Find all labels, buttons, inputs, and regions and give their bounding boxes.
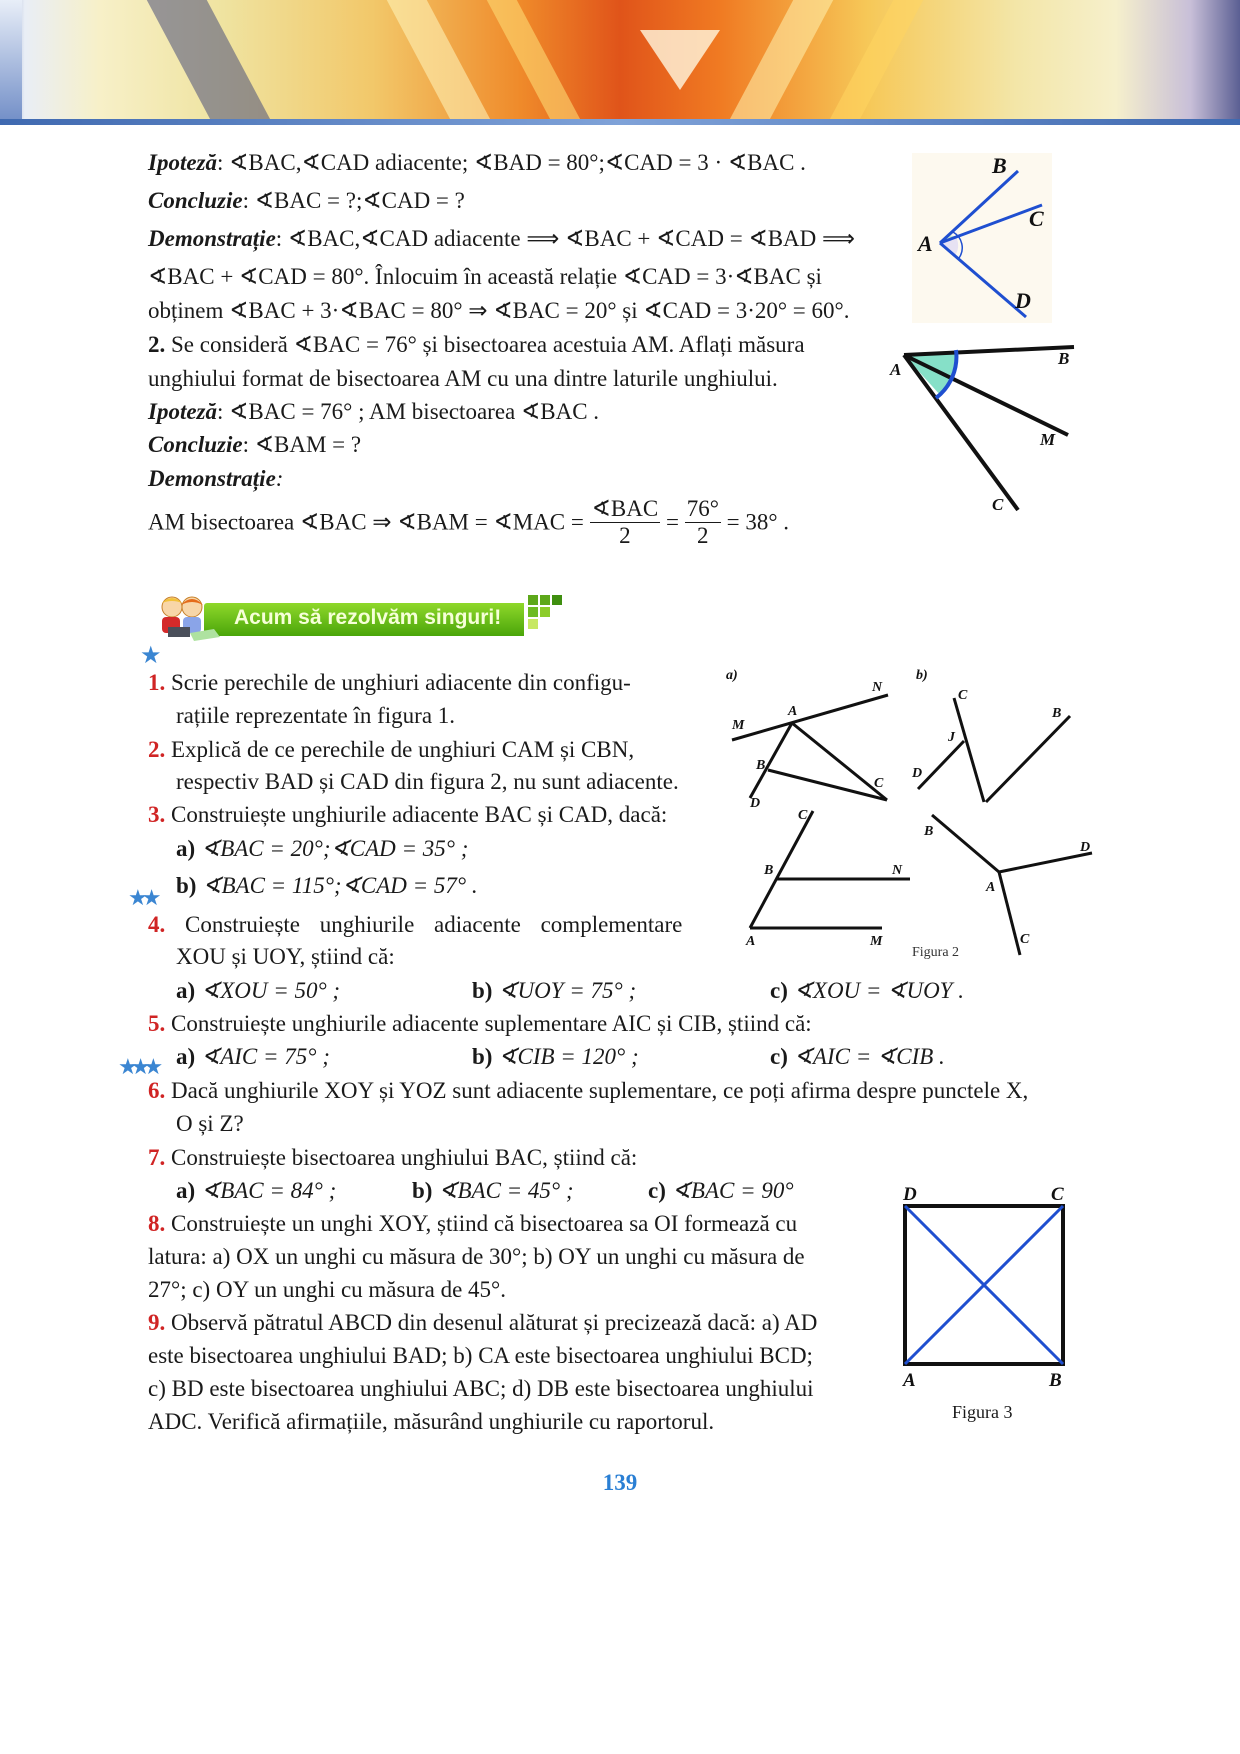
exercise-5-b — [472, 1042, 639, 1072]
exercise-number: 1. — [148, 670, 166, 695]
exercise-text: Scrie perechile de unghiuri adiacente din configu- — [171, 670, 631, 695]
exercise-4-b — [472, 976, 636, 1006]
figure-2-caption: Figura 2 — [912, 945, 960, 960]
ex1-concluzie — [148, 186, 465, 216]
subitem-value: ∢AIC = ∢CIB . — [793, 1044, 945, 1069]
subitem-label: a) — [176, 1178, 196, 1203]
ex2-ipoteza — [148, 397, 599, 427]
svg-text:A: A — [918, 231, 933, 256]
page-number: 139 — [602, 1470, 638, 1495]
difficulty-star-3-icon: ★★★ — [118, 1054, 157, 1079]
svg-text:C: C — [1051, 1184, 1064, 1205]
exercise-text: Explică de ce perechile de unghiuri CAM și CBN, — [171, 737, 635, 762]
section-banner-title: Acum să rezolvăm singuri! — [234, 606, 502, 629]
ex2-number: 2. — [148, 332, 166, 357]
exercise-4-c — [770, 976, 964, 1006]
fraction-denominator: 2 — [697, 523, 709, 548]
exercise-8-line2: latura: a) OX un unghi cu măsura de 30°; b) OY un unghi cu măsura de — [148, 1244, 805, 1269]
subitem-value: ∢BAC = 115°;∢CAD = 57° . — [202, 873, 478, 898]
demonstratie-label: Demonstrație — [148, 466, 276, 491]
subitem-label: b) — [472, 1044, 493, 1069]
ex1-demo-line2: ∢BAC + ∢CAD = 80°. Înlocuim în această relație ∢CAD = 3·∢BAC și — [148, 264, 822, 289]
exercise-2 — [148, 735, 634, 765]
exercise-4-a — [176, 976, 340, 1006]
svg-text:A: A — [890, 360, 902, 379]
exercise-9-line2: este bisectoarea unghiului BAD; b) CA este bisectoarea unghiului BCD; — [148, 1343, 813, 1368]
svg-text:C: C — [992, 495, 1004, 514]
subitem-label: a) — [176, 978, 196, 1003]
exercise-7 — [148, 1143, 637, 1173]
subitem-value: ∢AIC = 75° ; — [200, 1044, 330, 1069]
ex2-proof — [148, 496, 789, 549]
exercise-4-line2: XOU și UOY, știind că: — [176, 944, 395, 969]
fraction-bac-over-2 — [590, 496, 661, 549]
figure-bisector-am — [884, 335, 1084, 515]
exercise-7-a — [176, 1176, 336, 1206]
svg-text:M: M — [1040, 430, 1056, 449]
proof-result: = 38° . — [726, 509, 790, 535]
exercise-1-line2: rațiile reprezentate în figura 1. — [176, 703, 456, 728]
section-banner — [154, 593, 564, 643]
subitem-label: a) — [176, 1044, 196, 1069]
decor-square — [528, 607, 538, 617]
exercise-number: 5. — [148, 1011, 166, 1036]
exercise-8 — [148, 1209, 797, 1239]
ipoteza-label: Ipoteză — [148, 399, 217, 424]
svg-text:B: B — [924, 824, 934, 839]
ipoteza-text: : ∢BAC,∢CAD adiacente; ∢BAD = 80°;∢CAD = 3 · ∢BAC . — [217, 150, 806, 175]
fraction-76-over-2 — [685, 496, 721, 549]
subitem-value: ∢XOU = 50° ; — [200, 978, 341, 1003]
banner-stripe — [147, 0, 273, 125]
exercise-5-c — [770, 1042, 945, 1072]
subitem-value: ∢UOY = 75° ; — [498, 978, 637, 1003]
subitem-label: c) — [648, 1178, 666, 1203]
fraction-denominator: 2 — [619, 523, 631, 548]
banner-stripe — [827, 0, 923, 125]
ipoteza-text: : ∢BAC = 76° ; AM bisectoarea ∢BAC . — [217, 399, 600, 424]
exercise-number: 8. — [148, 1211, 166, 1236]
figure-3-square — [895, 1180, 1075, 1395]
fig1b-tag: b) — [916, 668, 928, 683]
exercise-5 — [148, 1009, 812, 1039]
exercise-text: Dacă unghiurile XOY și YOZ sunt adiacente suplementare, ce poți afirma despre punctele X, — [171, 1078, 1029, 1103]
concluzie-label: Concluzie — [148, 188, 243, 213]
exercise-number: 2. — [148, 737, 166, 762]
subitem-value: ∢BAC = 90° — [671, 1178, 794, 1203]
exercise-3-a — [176, 834, 468, 864]
svg-text:B: B — [1049, 1370, 1062, 1391]
svg-text:B: B — [1052, 706, 1062, 721]
ex1-demonstratie — [148, 224, 855, 254]
svg-text:A: A — [788, 704, 798, 719]
demonstratie-label: Demonstrație — [148, 226, 276, 251]
difficulty-star-2-icon: ★★ — [128, 885, 156, 910]
fraction-numerator: 76° — [686, 496, 719, 521]
subitem-label: a) — [176, 836, 196, 861]
svg-text:M: M — [732, 718, 745, 733]
exercise-8-line3: 27°; c) OY un unghi cu măsura de 45°. — [148, 1277, 506, 1302]
svg-text:J: J — [948, 730, 955, 745]
exercise-number: 6. — [148, 1078, 166, 1103]
decor-square — [540, 607, 550, 617]
concluzie-text: : ∢BAM = ? — [242, 432, 362, 457]
fraction-numerator: ∢BAC — [591, 496, 659, 521]
exercise-text: Construiește bisectoarea unghiului BAC, știind că: — [171, 1145, 638, 1170]
exercise-text: Construiește unghiurile adiacente BAC și CAD, dacă: — [171, 802, 668, 827]
exercise-number: 3. — [148, 802, 166, 827]
svg-text:B: B — [1058, 349, 1070, 368]
banner-stripe — [487, 0, 583, 125]
demonstratie-colon: : — [275, 466, 284, 491]
fig1a-tag: a) — [726, 668, 738, 683]
svg-text:D: D — [903, 1184, 917, 1205]
exercise-2-line2: respectiv BAD și CAD din figura 2, nu sunt adiacente. — [176, 769, 679, 794]
svg-text:C: C — [874, 776, 884, 791]
subitem-value: ∢CIB = 120° ; — [498, 1044, 639, 1069]
ex2-statement-line1 — [148, 330, 805, 360]
banner-left-edge — [0, 0, 22, 125]
subitem-label: b) — [176, 873, 197, 898]
exercise-text: Construiește un unghi XOY, știind că bisectoarea sa OI formează cu — [171, 1211, 798, 1236]
svg-text:B: B — [764, 863, 774, 878]
kids-illustration-icon — [154, 593, 224, 643]
subitem-value: ∢XOU = ∢UOY . — [793, 978, 964, 1003]
decor-square — [552, 595, 562, 605]
exercise-text: Construiește unghiurile adiacente complementare — [185, 912, 683, 937]
exercise-3-b — [176, 871, 478, 901]
ex2-demonstratie — [148, 464, 283, 494]
subitem-value: ∢BAC = 84° ; — [200, 1178, 337, 1203]
exercise-9 — [148, 1308, 817, 1338]
banner-center-triangle — [640, 30, 720, 90]
ex2-statement-line2: unghiului format de bisectoarea AM cu una dintre laturile unghiului. — [148, 366, 778, 391]
concluzie-label: Concluzie — [148, 432, 243, 457]
banner-stripe — [727, 0, 833, 125]
svg-text:M: M — [870, 934, 883, 949]
figure-2-left — [740, 805, 920, 955]
ex2-statement: Se consideră ∢BAC = 76° și bisectoarea acestuia AM. Aflați măsura — [171, 332, 805, 357]
ex2-concluzie — [148, 430, 361, 460]
svg-text:A: A — [746, 934, 756, 949]
exercise-5-a — [176, 1042, 330, 1072]
decor-square — [528, 595, 538, 605]
equals-sign: = — [665, 509, 679, 535]
decor-square — [528, 619, 538, 629]
exercise-number: 7. — [148, 1145, 166, 1170]
exercise-text: Observă pătratul ABCD din desenul alăturat și precizează dacă: a) AD — [171, 1310, 818, 1335]
svg-text:C: C — [958, 688, 968, 703]
exercise-6-line2: O și Z? — [176, 1111, 244, 1136]
demonstratie-text: : ∢BAC,∢CAD adiacente ⟹ ∢BAC + ∢CAD = ∢BAD ⟹ — [275, 226, 856, 251]
svg-text:B: B — [756, 758, 766, 773]
decor-square — [540, 595, 550, 605]
exercise-3 — [148, 800, 667, 830]
exercise-9-line4: ADC. Verifică afirmațiile, măsurând unghiurile cu raportorul. — [148, 1409, 715, 1434]
exercise-text: Construiește unghiurile adiacente suplementare AIC și CIB, știind că: — [171, 1011, 812, 1036]
concluzie-text: : ∢BAC = ?;∢CAD = ? — [242, 188, 465, 213]
exercise-1 — [148, 668, 631, 698]
subitem-value: ∢BAC = 45° ; — [438, 1178, 574, 1203]
subitem-label: c) — [770, 1044, 788, 1069]
ex1-ipoteza — [148, 148, 806, 178]
subitem-value: ∢BAC = 20°;∢CAD = 35° ; — [200, 836, 469, 861]
svg-text:A: A — [986, 880, 996, 895]
section-banner-bar — [204, 603, 524, 636]
svg-text:N: N — [872, 680, 883, 695]
svg-text:N: N — [892, 863, 903, 878]
figure-1b — [908, 665, 1083, 805]
subitem-label: b) — [472, 978, 493, 1003]
difficulty-star-1-icon: ★ — [140, 643, 162, 669]
banner-bottom-bar — [0, 119, 1240, 125]
svg-text:B: B — [992, 153, 1007, 178]
exercise-9-line3: c) BD este bisectoarea unghiului ABC; d) DB este bisectoarea unghiului — [148, 1376, 814, 1401]
subitem-label: b) — [412, 1178, 433, 1203]
svg-text:A: A — [903, 1370, 916, 1391]
exercise-6 — [148, 1076, 1028, 1106]
exercise-4 — [148, 910, 682, 940]
subitem-label: c) — [770, 978, 788, 1003]
exercise-number: 9. — [148, 1310, 166, 1335]
ipoteza-label: Ipoteză — [148, 150, 217, 175]
svg-text:C: C — [1029, 206, 1044, 231]
svg-text:D: D — [1080, 840, 1091, 855]
exercise-number: 4. — [148, 912, 166, 937]
figure-angles-bac-cad — [912, 153, 1052, 323]
proof-prefix: AM bisectoarea ∢BAC ⇒ ∢BAM = ∢MAC = — [148, 509, 584, 535]
figure-2-right — [920, 805, 1100, 960]
svg-text:D: D — [912, 766, 923, 781]
svg-text:C: C — [1020, 932, 1030, 947]
exercise-7-c — [648, 1176, 794, 1206]
banner-stripe — [387, 0, 493, 125]
exercise-7-b — [412, 1176, 574, 1206]
header-banner-image — [0, 0, 1240, 125]
figure-3-caption: Figura 3 — [952, 1402, 1013, 1422]
ex1-demo-line3: obținem ∢BAC + 3·∢BAC = 80° ⇒ ∢BAC = 20° și ∢CAD = 3·20° = 60°. — [148, 298, 850, 323]
figure-1a — [722, 665, 912, 811]
svg-text:D: D — [1015, 288, 1031, 313]
svg-text:C: C — [798, 808, 808, 823]
svg-text:D: D — [750, 796, 761, 811]
